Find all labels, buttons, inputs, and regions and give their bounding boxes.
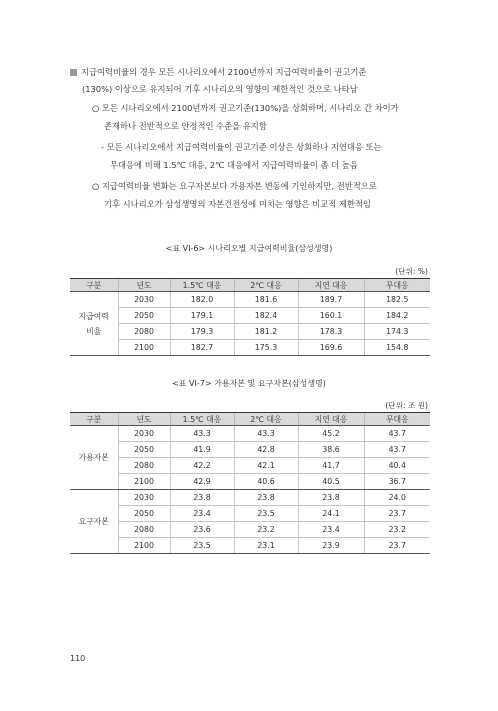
table1-header-cell: 지연 대응: [298, 279, 364, 292]
table-row: [70, 426, 430, 442]
square-bullet-icon: [70, 69, 77, 76]
year-cell: 2100: [118, 340, 170, 356]
value-cell: 160.1: [298, 308, 364, 324]
dash-paragraph-1: - 모든 시나리오에서 지급여력비율이 권고기준 이상은 상회하나 지연대응 또는: [101, 142, 382, 152]
year-cell: 2050: [118, 442, 170, 458]
value-cell: 43.3: [170, 426, 234, 442]
value-cell: 23.8: [298, 490, 364, 506]
value-cell: 24.1: [298, 506, 364, 522]
value-cell: 23.8: [234, 490, 298, 506]
table1: [70, 278, 430, 356]
table-row: [70, 308, 430, 324]
table2-header-cell: 무대응: [364, 413, 430, 426]
value-cell: 181.2: [234, 324, 298, 340]
value-cell: 23.1: [234, 538, 298, 554]
value-cell: 23.4: [298, 522, 364, 538]
table1-header-cell: 무대응: [364, 279, 430, 292]
value-cell: 169.6: [298, 340, 364, 356]
value-cell: 184.2: [364, 308, 430, 324]
value-cell: 43.3: [234, 426, 298, 442]
value-cell: 36.7: [364, 474, 430, 490]
value-cell: 179.1: [170, 308, 234, 324]
year-cell: 2050: [118, 506, 170, 522]
value-cell: 182.5: [364, 292, 430, 308]
year-cell: 2080: [118, 324, 170, 340]
table2-unit: (단위: 조 원): [385, 401, 428, 410]
value-cell: 23.5: [234, 506, 298, 522]
bullet-paragraph-1: [70, 66, 366, 78]
value-cell: 38.6: [298, 442, 364, 458]
value-cell: 23.7: [364, 506, 430, 522]
year-cell: 2100: [118, 474, 170, 490]
value-cell: 45.2: [298, 426, 364, 442]
value-cell: 182.4: [234, 308, 298, 324]
table-row: [70, 292, 430, 308]
table2-header-cell: 년도: [118, 413, 170, 426]
table-row: [70, 458, 430, 474]
table2-header-cell: 지연 대응: [298, 413, 364, 426]
value-cell: 43.7: [364, 442, 430, 458]
table-row: [70, 324, 430, 340]
value-cell: 23.2: [234, 522, 298, 538]
value-cell: 23.6: [170, 522, 234, 538]
value-cell: 42.2: [170, 458, 234, 474]
table1-unit: (단위: %): [395, 267, 428, 276]
sub-paragraph-2-cont: 기후 시나리오가 삼성생명의 자본건전성에 미치는 영향은 비교적 제한적임: [104, 199, 371, 209]
table2-header-cell: 2℃ 대응: [234, 413, 298, 426]
table2-header-cell: 1.5℃ 대응: [170, 413, 234, 426]
table1-header-cell: 구분: [70, 279, 118, 292]
table1-caption: <표 VI-6> 시나리오별 지급여력비율(삼성생명): [165, 244, 333, 253]
table1-group-label: 지급여력 비율: [70, 292, 118, 356]
value-cell: 42.1: [234, 458, 298, 474]
table-row: [70, 340, 430, 356]
year-cell: 2100: [118, 538, 170, 554]
value-cell: 175.3: [234, 340, 298, 356]
value-cell: 23.2: [364, 522, 430, 538]
value-cell: 42.8: [234, 442, 298, 458]
value-cell: 40.4: [364, 458, 430, 474]
table1-header-row: [70, 279, 430, 292]
bullet-1-text: 지급여력비율의 경우 모든 시나리오에서 2100년까지 지급여력비율이 권고기준: [81, 67, 367, 77]
page-number: 110: [70, 654, 86, 663]
table2-header-row: [70, 413, 430, 426]
table2-caption: <표 VI-7> 가용자본 및 요구자본(삼성생명): [172, 379, 326, 388]
value-cell: 42.9: [170, 474, 234, 490]
table2-group-label: 요구자본: [70, 490, 118, 554]
value-cell: 40.5: [298, 474, 364, 490]
dash-paragraph-1-cont: 무대응에 비해 1.5℃ 대응, 2℃ 대응에서 지급여력비율이 좀 더 높음: [110, 160, 358, 170]
value-cell: 189.7: [298, 292, 364, 308]
table2: [70, 412, 430, 554]
table2-header-cell: 구분: [70, 413, 118, 426]
value-cell: 23.5: [170, 538, 234, 554]
value-cell: 154.8: [364, 340, 430, 356]
sub-paragraph-1-cont: 존재하나 전반적으로 안정적인 수준을 유지함: [104, 121, 267, 131]
year-cell: 2030: [118, 490, 170, 506]
value-cell: 23.7: [364, 538, 430, 554]
table1-header-cell: 2℃ 대응: [234, 279, 298, 292]
year-cell: 2080: [118, 458, 170, 474]
value-cell: 41.9: [170, 442, 234, 458]
year-cell: 2030: [118, 292, 170, 308]
value-cell: 174.3: [364, 324, 430, 340]
value-cell: 182.0: [170, 292, 234, 308]
table-row: [70, 506, 430, 522]
year-cell: 2030: [118, 426, 170, 442]
value-cell: 23.8: [170, 490, 234, 506]
table-row: [70, 538, 430, 554]
value-cell: 43.7: [364, 426, 430, 442]
value-cell: 23.4: [170, 506, 234, 522]
value-cell: 24.0: [364, 490, 430, 506]
sub-paragraph-2: ○ 지급여력비율 변화는 요구자본보다 가용자본 변동에 기인하지만, 전반적으로: [92, 181, 377, 191]
year-cell: 2080: [118, 522, 170, 538]
value-cell: 179.3: [170, 324, 234, 340]
table-row: [70, 490, 430, 506]
table-row: [70, 474, 430, 490]
value-cell: 182.7: [170, 340, 234, 356]
bullet-paragraph-1-cont: (130%) 이상으로 유지되어 기후 시나리오의 영향이 제한적인 것으로 나타남: [82, 84, 358, 94]
table-row: [70, 522, 430, 538]
table-row: [70, 442, 430, 458]
sub-paragraph-1: ○ 모든 시나리오에서 2100년까지 권고기준(130%)을 상회하며, 시나리오 간 차이가: [92, 103, 399, 113]
value-cell: 41.7: [298, 458, 364, 474]
year-cell: 2050: [118, 308, 170, 324]
value-cell: 23.9: [298, 538, 364, 554]
table2-group-label: 가용자본: [70, 426, 118, 490]
value-cell: 181.6: [234, 292, 298, 308]
table1-header-cell: 년도: [118, 279, 170, 292]
table1-header-cell: 1.5℃ 대응: [170, 279, 234, 292]
value-cell: 178.3: [298, 324, 364, 340]
value-cell: 40.6: [234, 474, 298, 490]
